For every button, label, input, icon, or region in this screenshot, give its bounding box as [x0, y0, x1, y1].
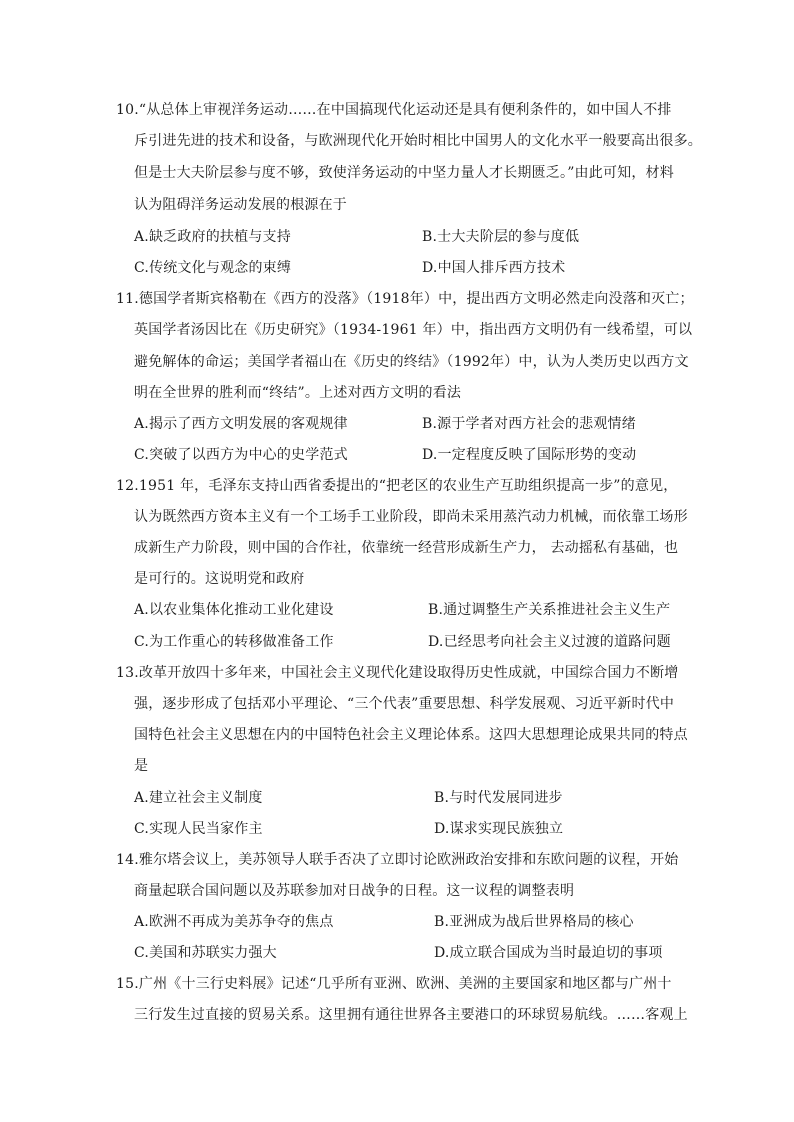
option-b[interactable]: B.士大夫阶层的参与度低	[422, 229, 580, 245]
option-c[interactable]: C.美国和苏联实力强大	[134, 945, 277, 961]
question-stem-line	[116, 663, 678, 683]
question-text: 德国学者斯宾格勒在《西方的没落》（1918年）中，提出西方文明必然走向没落和灭亡；	[138, 291, 694, 307]
question-stem-line: 英国学者汤因比在《历史研究》（1934-1961 年）中，指出西方文明仍有一线希望，可以	[134, 322, 693, 338]
question-text: 1951 年，毛泽东支持山西省委提出的“把老区的农业生产互助组织提高一步”的意见，	[138, 478, 678, 494]
question-stem-line	[116, 974, 672, 994]
option-a[interactable]: A.缺乏政府的扶植与支持	[134, 229, 291, 245]
option-a[interactable]: A.欧洲不再成为美苏争夺的焦点	[134, 914, 334, 930]
question-stem-line: 避免解体的命运；美国学者福山在《历史的终结》（1992年）中，认为人类历史以西方文	[134, 354, 689, 370]
option-d[interactable]: D.一定程度反映了国际形势的变动	[422, 447, 637, 463]
question-stem-line: 斥引进先进的技术和设备，与欧洲现代化开始时相比中国男人的文化水平一般要高出很多。	[134, 133, 702, 149]
option-d[interactable]: D.谋求实现民族独立	[434, 821, 564, 837]
question-number: 14.	[116, 852, 139, 868]
question-stem-line	[116, 289, 694, 309]
question-number: 11.	[116, 291, 139, 307]
question-text: 雅尔塔会议上，美苏领导人联手否决了立即讨论欧洲政治安排和东欧问题的议程，开始	[138, 852, 679, 868]
question-number: 15.	[116, 976, 139, 992]
question-stem-line: 但是士大夫阶层参与度不够，致使洋务运动的中坚力量人才长期匮乏。”由此可知，材料	[134, 165, 674, 181]
question-stem-line: 明在全世界的胜利而“终结”。上述对西方文明的看法	[134, 385, 462, 401]
question-text: “从总体上审视洋务运动……在中国搞现代化运动还是具有便利条件的，如中国人不排	[138, 102, 672, 118]
option-c[interactable]: C.传统文化与观念的束缚	[134, 260, 292, 276]
option-b[interactable]: B.与时代发展同进步	[434, 790, 563, 806]
option-b[interactable]: B.源于学者对西方社会的悲观情绪	[422, 416, 636, 432]
option-d[interactable]: D.成立联合国成为当时最迫切的事项	[434, 945, 663, 961]
option-c[interactable]: C.为工作重心的转移做准备工作	[134, 634, 334, 650]
option-a[interactable]: A.以农业集体化推动工业化建设	[134, 602, 334, 618]
question-stem-line: 商量起联合国问题以及苏联参加对日战争的日程。这一议程的调整表明	[134, 883, 575, 899]
question-stem-line: 是可行的。这说明党和政府	[134, 571, 305, 587]
option-c[interactable]: C.实现人民当家作主	[134, 821, 263, 837]
question-stem-line: 三行发生过直接的贸易关系。这里拥有通往世界各主要港口的环球贸易航线。……客观上	[134, 1007, 688, 1023]
question-stem-line	[116, 850, 678, 870]
question-stem-line: 成新生产力阶段，则中国的合作社，依靠统一经营形成新生产力， 去动摇私有基础，也	[134, 540, 679, 556]
question-text: 改革开放四十多年来，中国社会主义现代化建设取得历史性成就，中国综合国力不断增	[138, 665, 679, 681]
question-stem-line: 国特色社会主义思想在内的中国特色社会主义理论体系。这四大思想理论成果共同的特点	[134, 727, 688, 743]
option-c[interactable]: C.突破了以西方为中心的史学范式	[134, 447, 348, 463]
question-stem-line	[116, 476, 677, 496]
option-d[interactable]: D.已经思考向社会主义过渡的道路问题	[428, 634, 671, 650]
question-stem-line: 是	[134, 758, 149, 774]
question-number: 10.	[116, 102, 139, 118]
option-d[interactable]: D.中国人排斥西方技术	[422, 260, 566, 276]
question-text: 广州《十三行史料展》记述“几乎所有亚洲、欧洲、美洲的主要国家和地区都与广州十	[138, 976, 672, 992]
question-stem-line: 强，逐步形成了包括邓小平理论、“三个代表”重要思想、科学发展观、习近平新时代中	[134, 696, 675, 712]
question-stem-line: 认为既然西方资本主义有一个工场手工业阶段，即尚未采用蒸汽动力机械，而依靠工场形	[134, 509, 688, 525]
question-number: 13.	[116, 665, 139, 681]
question-stem-line: 认为阻碍洋务运动发展的根源在于	[134, 197, 347, 213]
question-number: 12.	[116, 478, 139, 494]
question-stem-line	[116, 100, 672, 120]
option-a[interactable]: A.揭示了西方文明发展的客观规律	[134, 416, 348, 432]
option-b[interactable]: B.亚洲成为战后世界格局的核心	[434, 914, 634, 930]
option-a[interactable]: A.建立社会主义制度	[134, 790, 263, 806]
option-b[interactable]: B.通过调整生产关系推进社会主义生产	[428, 602, 671, 618]
